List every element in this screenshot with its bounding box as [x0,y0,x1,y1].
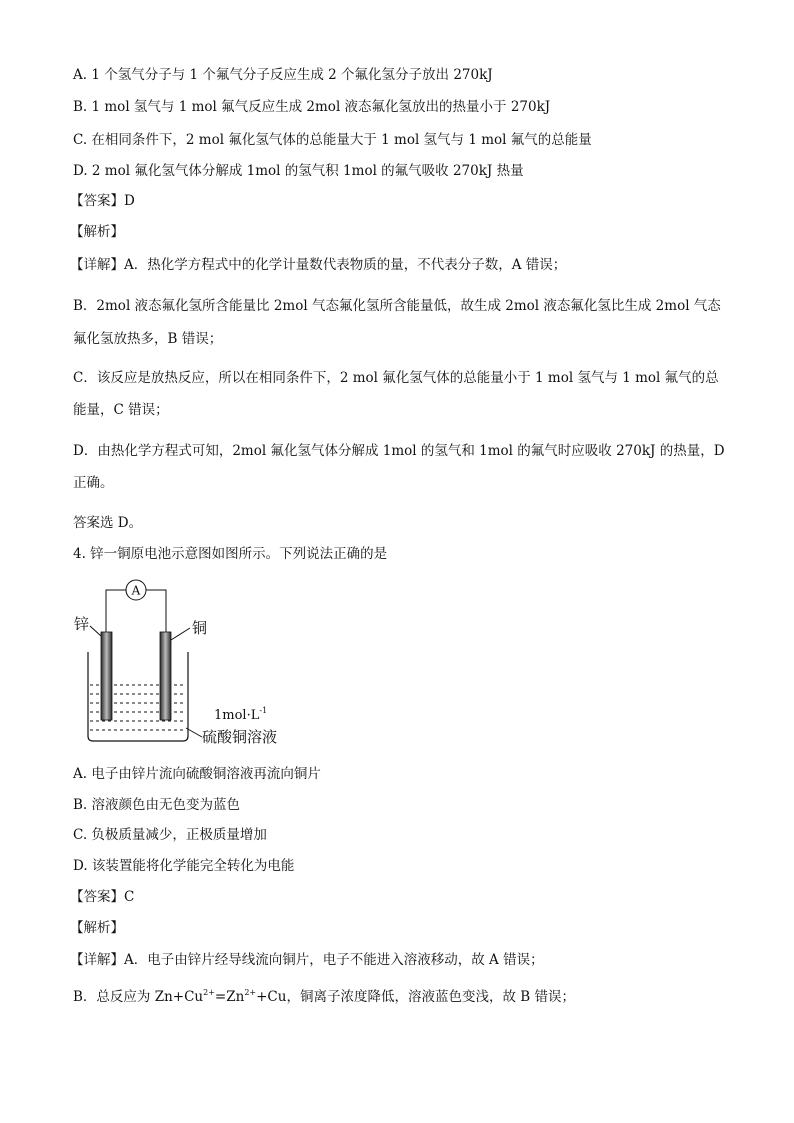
q3-conclusion: 答案选 D。 [73,515,143,531]
q3-option-a: A. 1 个氢气分子与 1 个氟气分子反应生成 2 个氟化氢分子放出 270kJ [73,67,493,83]
q3-option-c: C. 在相同条件下，2 mol 氟化氢气体的总能量大于 1 mol 氢气与 1 mol 氟气的总能量 [73,132,592,148]
galvanic-cell-diagram [70,578,310,750]
q4-option-a: A. 电子由锌片流向硫酸铜溶液再流向铜片 [73,766,321,782]
q4-stem: 4. 锌一铜原电池示意图如图所示。下列说法正确的是 [73,546,388,562]
q3-detail-b-line1: B．2mol 液态氟化氢所含能量比 2mol 气态氟化氢所含能量低，故生成 2mol 液态氟化氢比生成 2mol 气态 [73,298,721,314]
q3-detail-d-line2: 正确。 [73,475,114,491]
q4-answer: 【答案】C [70,889,135,905]
zinc-electrode [101,632,112,720]
q4-option-d: D. 该装置能将化学能完全转化为电能 [73,858,295,874]
q3-detail-c-line2: 能量，C 错误； [73,402,169,418]
solution-label: 硫酸铜溶液 [202,728,278,746]
q3-option-b: B. 1 mol 氢气与 1 mol 氟气反应生成 2mol 液态氟化氢放出的热量小于 270kJ [73,99,551,115]
q3-answer: 【答案】D [70,193,135,209]
copper-electrode [160,632,171,720]
copper-label: 铜 [192,619,208,637]
q3-detail-c-line1: C．该反应是放热反应，所以在相同条件下，2 mol 氟化氢气体的总能量小于 1 mol 氢气与 1 mol 氟气的总 [73,370,719,386]
q4-option-c: C. 负极质量减少，正极质量增加 [73,827,267,843]
q3-detail-d-line1: D．由热化学方程式可知，2mol 氟化氢气体分解成 1mol 的氢气和 1mol 的氟气时应吸收 270kJ 的热量，D [73,443,725,459]
q3-option-d: D. 2 mol 氟化氢气体分解成 1mol 的氢气积 1mol 的氟气吸收 270kJ 热量 [73,163,524,179]
q4-analysis-heading: 【解析】 [70,920,124,936]
q3-analysis-heading: 【解析】 [70,224,124,240]
q4-detail-b: B．总反应为 $Zn+Cu^{2+}=Zn^{2+}+Cu$，铜离子浓度降低，溶液蓝色变浅，故 B 错误； [73,988,575,1005]
zinc-leader [90,626,101,636]
concentration-label: $1mol\cdot L^{-1}$ [214,706,268,723]
wire-right [146,590,166,632]
zinc-label: 锌 [74,615,90,633]
q4-detail-a: 【详解】A．电子由锌片经导线流向铜片，电子不能进入溶液移动，故 A 错误； [70,952,544,968]
wire-left [106,590,126,632]
q3-detail-b-line2: 氟化氢放热多，B 错误； [73,331,223,347]
q3-detail-a: 【详解】A．热化学方程式中的化学计量数代表物质的量，不代表分子数，A 错误； [70,257,567,273]
q4-option-b: B. 溶液颜色由无色变为蓝色 [73,797,241,813]
copper-leader [171,628,190,640]
ammeter-label: A [131,583,141,598]
